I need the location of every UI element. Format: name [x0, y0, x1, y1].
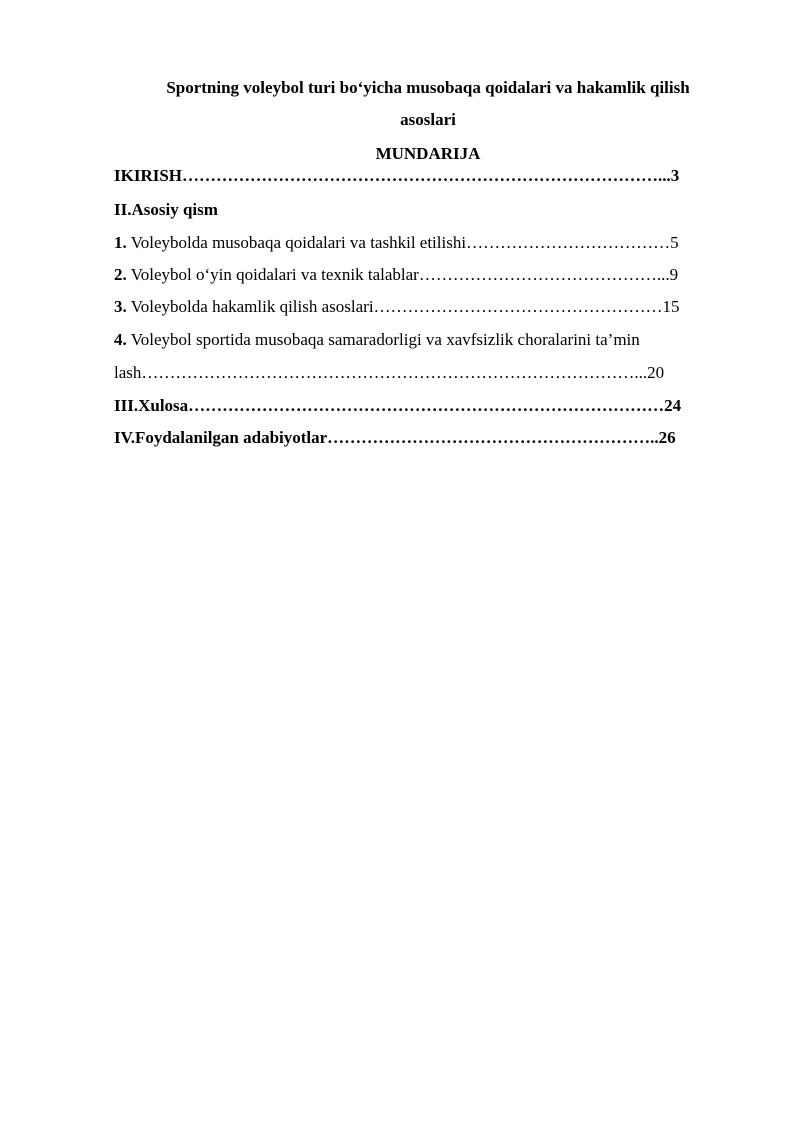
document-title-line-1: Sportning voleybol turi bo‘yicha musobaqa qoidalari va hakamlik qilish: [166, 78, 690, 97]
toc-entry-3-number: 3.: [114, 297, 127, 316]
toc-entry-4-number: 4.: [114, 330, 127, 349]
toc-entry-2-number: 2.: [114, 265, 127, 284]
toc-entry-references: IV.Foydalanilgan adabiyotlar…………………………………………………..26: [114, 428, 676, 447]
toc-entry-4-continuation: lash……………………………………………………………………………...20: [114, 363, 665, 382]
toc-entry-intro: IKIRISH…………………………………………………………………………...3: [114, 166, 680, 185]
document-title-line-2: asoslari: [400, 110, 456, 129]
toc-entry-1-number: 1.: [114, 233, 127, 252]
toc-entry-conclusion: III.Xulosa…………………………………………………………………………24: [114, 396, 682, 415]
toc-entry-2: [114, 265, 742, 285]
toc-entry-1-text: Voleybolda musobaqa qoidalari va tashkil etilishi………………………………5: [126, 233, 679, 252]
toc-entry-2-text: Voleybol o‘yin qoidalari va texnik talablar……………………………………...9: [126, 265, 679, 284]
toc-section-main: II.Asosiy qism: [114, 200, 218, 219]
toc-entry-1: [114, 233, 742, 253]
toc-heading: MUNDARIJA: [375, 144, 481, 163]
toc-entry-3-text: Voleybolda hakamlik qilish asoslari……………………………………………15: [126, 297, 680, 316]
toc-entry-4: [114, 330, 742, 350]
toc-entry-3: [114, 297, 742, 317]
toc-entry-4-text: Voleybol sportida musobaqa samaradorligi va xavfsizlik choralarini ta’min: [126, 330, 640, 349]
